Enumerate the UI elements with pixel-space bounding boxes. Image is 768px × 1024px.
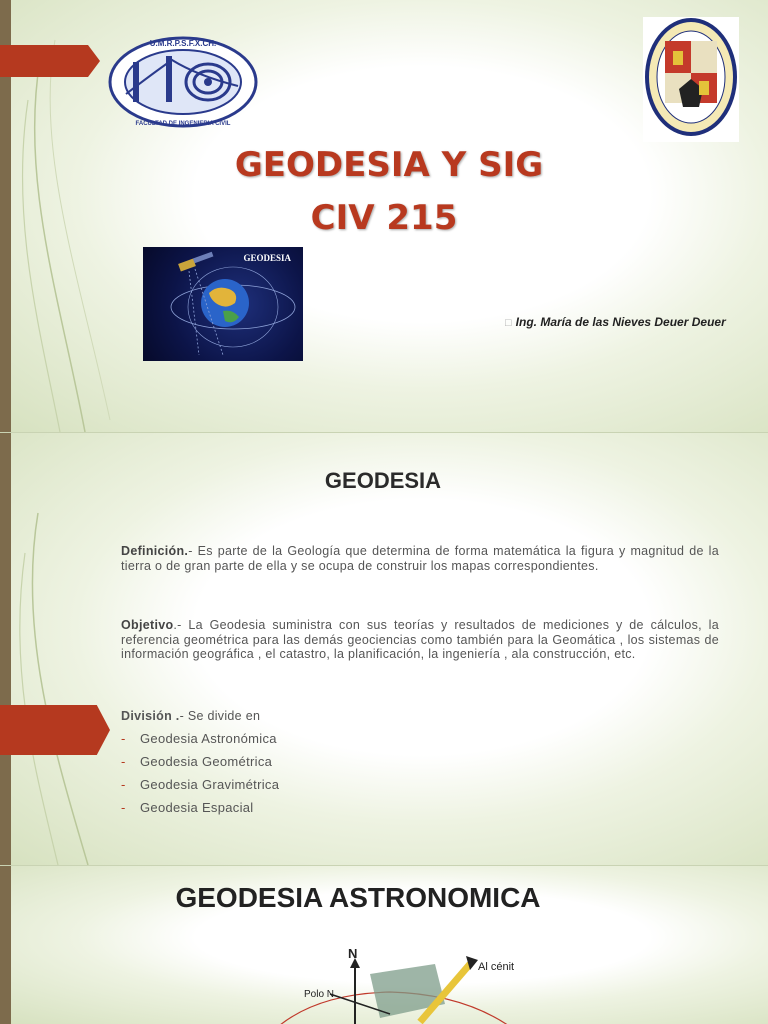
dash-bullet: - — [121, 777, 126, 792]
slide-geodesia-astronomica — [0, 866, 768, 1024]
list-item — [121, 754, 279, 777]
list-item-text: Geodesia Espacial — [140, 800, 254, 815]
section-heading: GEODESIA ASTRONOMICA — [175, 882, 541, 913]
bullet-icon: □ — [505, 317, 512, 329]
definition-label: Definición. — [121, 544, 189, 558]
author-name — [505, 315, 726, 329]
dash-bullet: - — [121, 754, 126, 769]
arrow-marker — [0, 705, 110, 755]
dash-bullet: - — [121, 800, 126, 815]
dash-bullet: - — [121, 731, 126, 746]
author-text: Ing. María de las Nieves Deuer Deuer — [515, 315, 726, 329]
division-label: División . — [121, 709, 180, 723]
logo-bottom-text: FACULTAD DE INGENIERIA CIVIL — [135, 121, 231, 127]
slide-geodesia — [0, 433, 768, 865]
division-text: - Se divide en — [179, 709, 261, 723]
list-item — [121, 800, 279, 823]
section-heading: GEODESIA — [324, 468, 442, 493]
image-caption: GEODESIA — [243, 253, 291, 263]
satellite-globe-graphic — [143, 247, 303, 361]
pole-label: Polo N — [304, 989, 335, 1000]
title-line-1: GEODESIA Y SIG — [234, 145, 544, 185]
objective-paragraph — [121, 618, 719, 662]
celestial-diagram — [230, 944, 540, 1024]
list-item-text: Geodesia Gravimétrica — [140, 777, 280, 792]
objective-label: Objetivo — [121, 618, 174, 632]
list-item — [121, 731, 279, 754]
slide-title — [0, 0, 768, 432]
list-item — [121, 777, 279, 800]
geodesy-satellite-image — [143, 247, 303, 361]
decorative-curves — [0, 433, 120, 865]
list-item-text: Geodesia Astronómica — [140, 731, 277, 746]
arrow-marker — [0, 45, 100, 77]
north-label: N — [348, 946, 358, 961]
definition-text: - Es parte de la Geología que determina de forma matemática la figura y magnitud de la tierra o de gran parte de ella y se ocupa de construir los mapas correspondientes. — [121, 544, 719, 573]
faculty-logo — [108, 34, 258, 130]
division-list — [121, 731, 279, 823]
title-line-2: CIV 215 — [310, 198, 458, 238]
list-item-text: Geodesia Geométrica — [140, 754, 273, 769]
objective-text: .- La Geodesia suministra con sus teorías y resultados de mediciones y de cálculos, la referencia geométrica para las demás geociencias como también para la Geomática , los sistemas de información geográfica , el catastro, la planificación, la ingeniería , ala construcción, etc. — [121, 618, 719, 662]
division-paragraph — [121, 709, 260, 723]
zenith-label: Al cénit — [478, 961, 515, 973]
logo-top-text: U.M.R.P.S.F.X.CH. — [149, 39, 217, 48]
university-seal — [643, 17, 739, 142]
definition-paragraph — [121, 544, 719, 573]
